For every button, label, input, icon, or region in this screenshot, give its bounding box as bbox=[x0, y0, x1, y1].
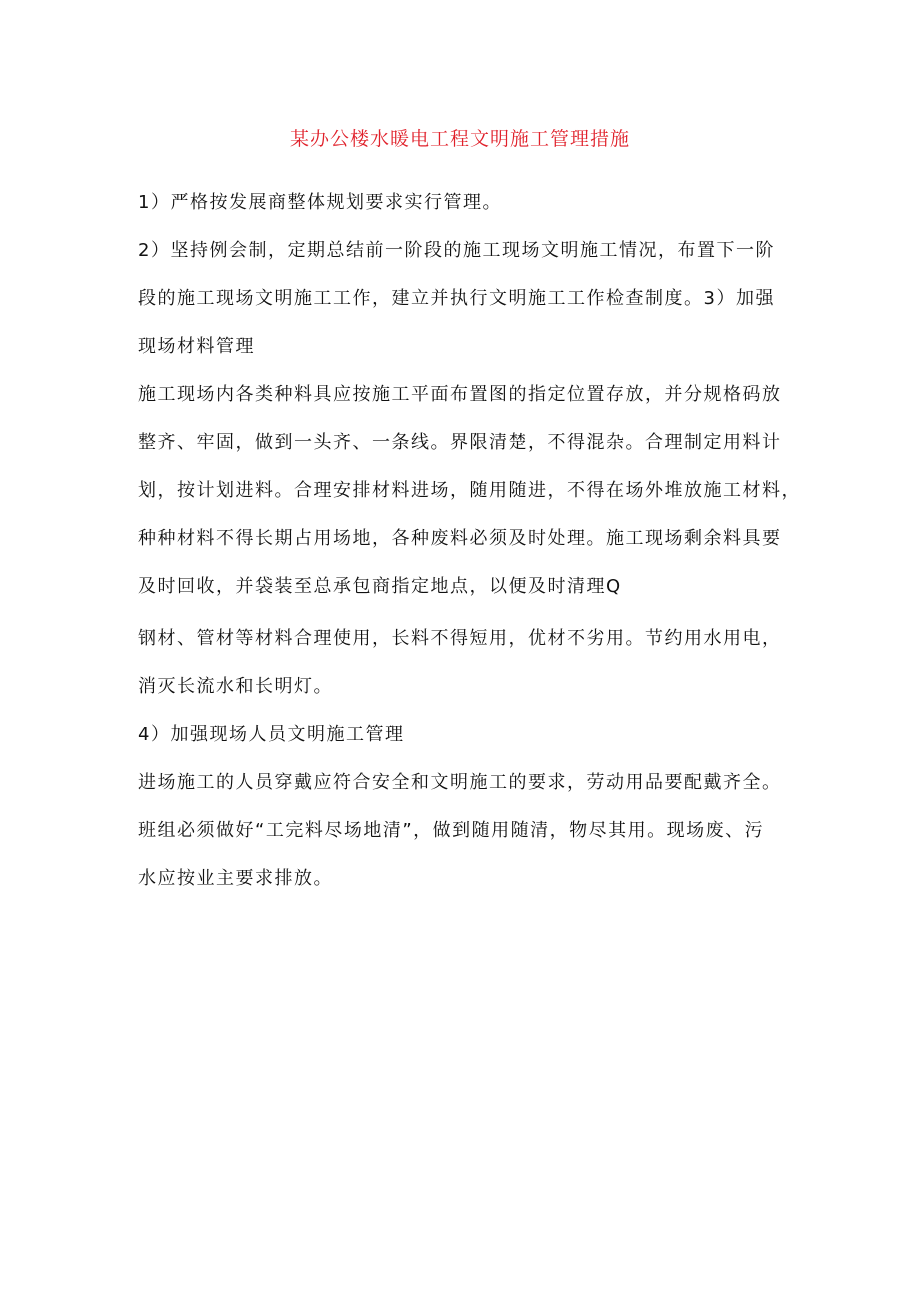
text-line: 整齐、牢固，做到一头齐、一条线。界限清楚，不得混杂。合理制定用料计 bbox=[138, 432, 782, 453]
text-line: 及时回收，并袋装至总承包商指定地点，以便及时清理Q bbox=[138, 576, 622, 597]
text-line: 1）严格按发展商整体规划要求实行管理。 bbox=[138, 192, 502, 213]
text-line: 进场施工的人员穿戴应符合安全和文明施工的要求，劳动用品要配戴齐全。 bbox=[138, 772, 782, 793]
text-line: 划，按计划进料。合理安排材料进场，随用随进，不得在场外堆放施工材料， bbox=[138, 480, 801, 501]
text-line: 2）坚持例会制，定期总结前一阶段的施工现场文明施工情况，布置下一阶 bbox=[138, 240, 775, 261]
text-line: 班组必须做好“工完料尽场地清”，做到随用随清，物尽其用。现场废、污 bbox=[138, 820, 765, 841]
text-line: 种种材料不得长期占用场地，各种废料必须及时处理。施工现场剩余料具要 bbox=[138, 528, 782, 549]
text-line: 现场材料管理 bbox=[138, 336, 255, 357]
text-line: 施工现场内各类种料具应按施工平面布置图的指定位置存放，并分规格码放 bbox=[138, 384, 782, 405]
text-line: 水应按业主要求排放。 bbox=[138, 868, 333, 889]
text-line: 段的施工现场文明施工工作，建立并执行文明施工工作检查制度。3）加强 bbox=[138, 288, 775, 309]
text-line: 钢材、管材等材料合理使用，长料不得短用，优材不劣用。节约用水用电， bbox=[138, 628, 782, 649]
page-title: 某办公楼水暖电工程文明施工管理措施 bbox=[289, 128, 630, 150]
text-line: 消灭长流水和长明灯。 bbox=[138, 676, 333, 697]
text-line: 4）加强现场人员文明施工管理 bbox=[138, 724, 405, 745]
